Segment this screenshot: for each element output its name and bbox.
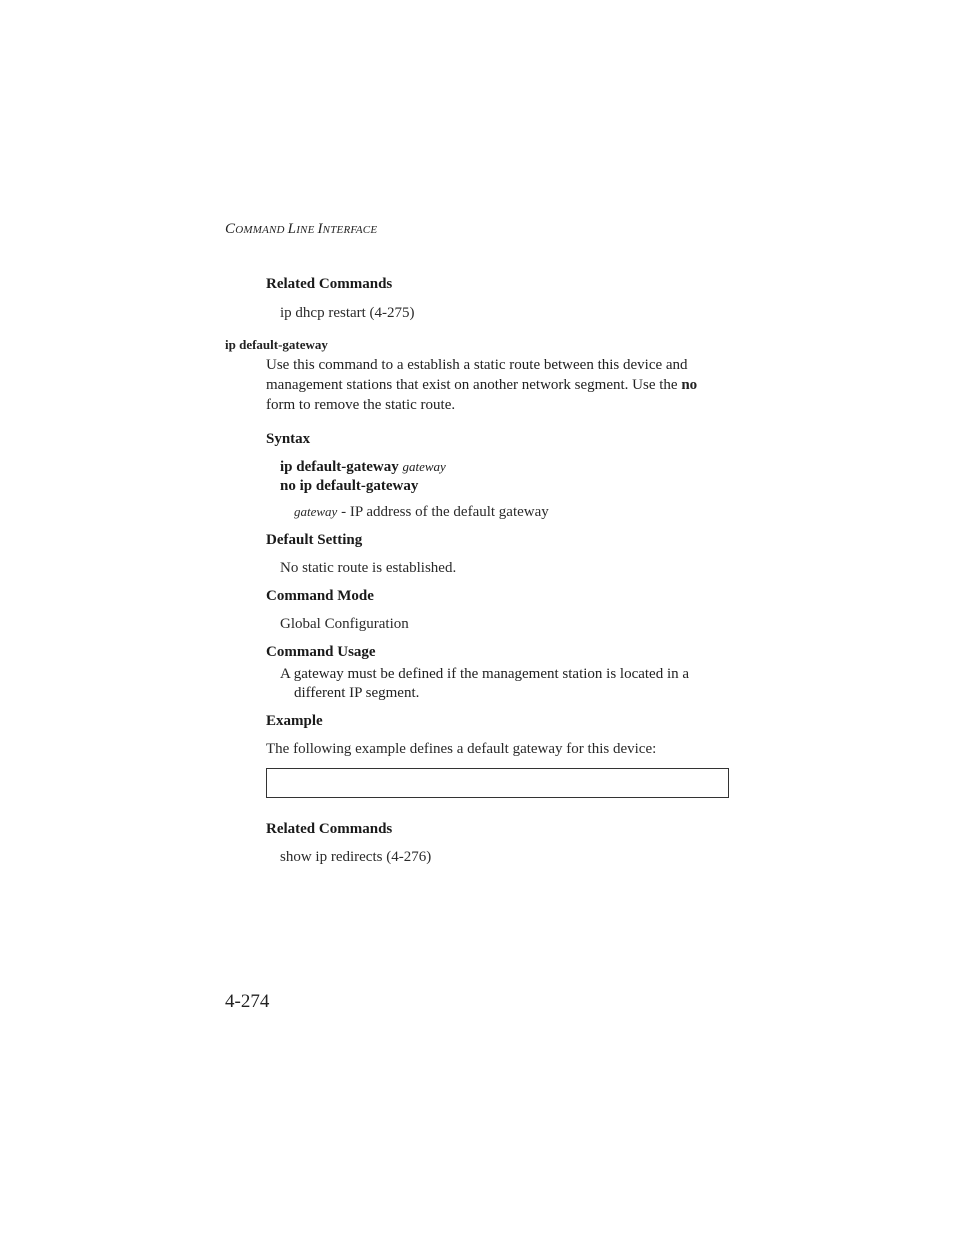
- page-number: 4-274: [225, 991, 270, 1012]
- related-commands-heading: Related Commands: [266, 276, 393, 292]
- command-mode-text: Global Configuration: [280, 616, 409, 632]
- command-usage-text: A gateway must be defined if the management station is located in a different IP segment.: [280, 666, 690, 701]
- related-command-item-2: show ip redirects (4-276): [280, 849, 432, 865]
- default-setting-text: No static route is established.: [280, 560, 457, 576]
- running-header: COMMAND LINE INTERFACE: [225, 221, 378, 237]
- example-text: The following example defines a default gateway for this device:: [266, 741, 657, 757]
- syntax-line: ip default-gateway gateway: [280, 459, 446, 475]
- command-description: Use this command to a establish a static route between this device and management stations that exist on another network segment. Use the no form to remove the static route.: [266, 357, 698, 413]
- command-title: ip default-gateway: [225, 337, 328, 352]
- command-mode-heading: Command Mode: [266, 588, 374, 604]
- command-usage-heading: Command Usage: [266, 644, 376, 660]
- parameter-description: gateway - IP address of the default gateway: [294, 504, 549, 520]
- related-command-item: ip dhcp restart (4-275): [280, 305, 415, 321]
- example-code-box: [266, 768, 729, 798]
- syntax-line-no: no ip default-gateway: [280, 478, 419, 494]
- example-heading: Example: [266, 713, 323, 729]
- related-commands-heading-2: Related Commands: [266, 821, 393, 837]
- syntax-heading: Syntax: [266, 431, 311, 447]
- default-setting-heading: Default Setting: [266, 532, 363, 548]
